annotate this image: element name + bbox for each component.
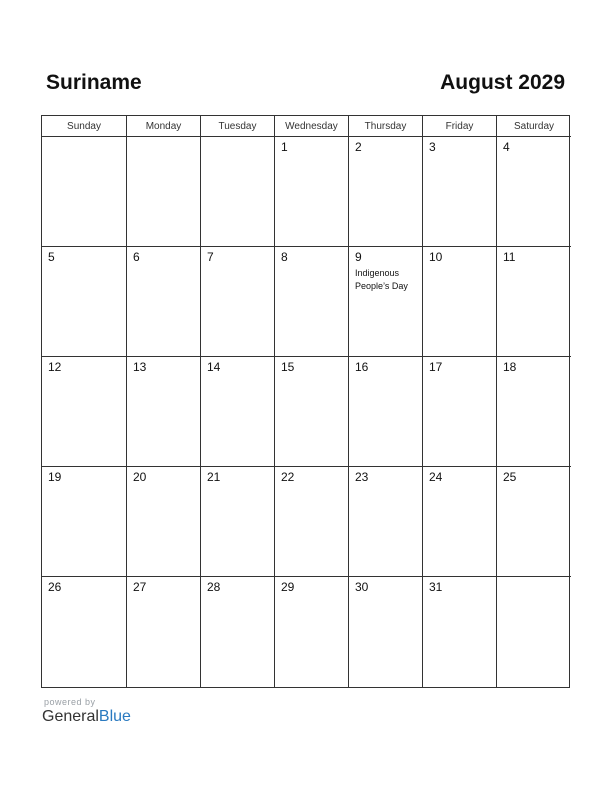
day-number: 24 (429, 470, 443, 484)
day-cell (497, 137, 571, 247)
day-cell (349, 467, 423, 577)
day-cell (201, 467, 275, 577)
day-cell (275, 247, 349, 357)
day-number: 25 (503, 470, 517, 484)
day-number: 2 (355, 140, 362, 154)
day-cell (42, 137, 127, 247)
day-cell (349, 247, 423, 357)
day-cell (497, 247, 571, 357)
generalblue-logo[interactable] (42, 708, 131, 726)
day-number: 10 (429, 250, 443, 264)
day-cell (127, 247, 201, 357)
day-number: 11 (503, 250, 516, 264)
day-cell (42, 577, 127, 687)
weekday-header: Wednesday (275, 116, 349, 137)
day-number: 16 (355, 360, 369, 374)
powered-by-label: powered by (44, 697, 96, 707)
day-cell (275, 577, 349, 687)
day-number: 21 (207, 470, 221, 484)
weekday-header: Monday (127, 116, 201, 137)
day-cell (275, 357, 349, 467)
calendar-country-title: Suriname (46, 71, 142, 94)
day-number: 26 (48, 580, 62, 594)
day-number: 14 (207, 360, 221, 374)
day-number: 5 (48, 250, 55, 264)
day-cell (201, 247, 275, 357)
day-cell (275, 137, 349, 247)
day-number: 30 (355, 580, 369, 594)
day-cell (423, 137, 497, 247)
logo-text-blue: Blue (98, 708, 131, 725)
day-number: 9 (355, 250, 362, 264)
day-cell (127, 137, 201, 247)
holiday-label: Indigenous People’s Day (355, 268, 408, 291)
day-cell (349, 137, 423, 247)
day-cell (201, 357, 275, 467)
day-cell (42, 467, 127, 577)
day-cell (275, 467, 349, 577)
day-cell (423, 467, 497, 577)
day-cell (423, 247, 497, 357)
day-number: 23 (355, 470, 369, 484)
day-number: 15 (281, 360, 295, 374)
day-cell (127, 357, 201, 467)
weekday-header: Tuesday (201, 116, 275, 137)
day-number: 17 (429, 360, 443, 374)
day-number: 31 (429, 580, 443, 594)
weekday-header: Sunday (42, 116, 127, 137)
day-cell (497, 467, 571, 577)
day-number: 22 (281, 470, 295, 484)
weekday-header: Friday (423, 116, 497, 137)
day-number: 7 (207, 250, 214, 264)
day-cell (42, 357, 127, 467)
weekday-header: Thursday (349, 116, 423, 137)
day-cell (423, 577, 497, 687)
day-cell (201, 577, 275, 687)
day-number: 28 (207, 580, 221, 594)
day-cell (423, 357, 497, 467)
day-number: 3 (429, 140, 436, 154)
day-number: 6 (133, 250, 140, 264)
day-number: 12 (48, 360, 62, 374)
day-number: 29 (281, 580, 295, 594)
day-cell (127, 577, 201, 687)
day-cell (349, 577, 423, 687)
day-number: 27 (133, 580, 147, 594)
day-number: 13 (133, 360, 147, 374)
calendar-month-title: August 2029 (440, 71, 565, 94)
day-cell (42, 247, 127, 357)
day-number: 19 (48, 470, 62, 484)
calendar-grid (41, 115, 570, 688)
day-number: 8 (281, 250, 288, 264)
day-cell (127, 467, 201, 577)
logo-text-general: General (42, 708, 99, 725)
day-number: 4 (503, 140, 510, 154)
day-cell (349, 357, 423, 467)
day-number: 18 (503, 360, 517, 374)
day-cell (497, 357, 571, 467)
weekday-header: Saturday (497, 116, 571, 137)
day-number: 20 (133, 470, 147, 484)
day-cell (201, 137, 275, 247)
day-number: 1 (281, 140, 288, 154)
day-cell (497, 577, 571, 687)
